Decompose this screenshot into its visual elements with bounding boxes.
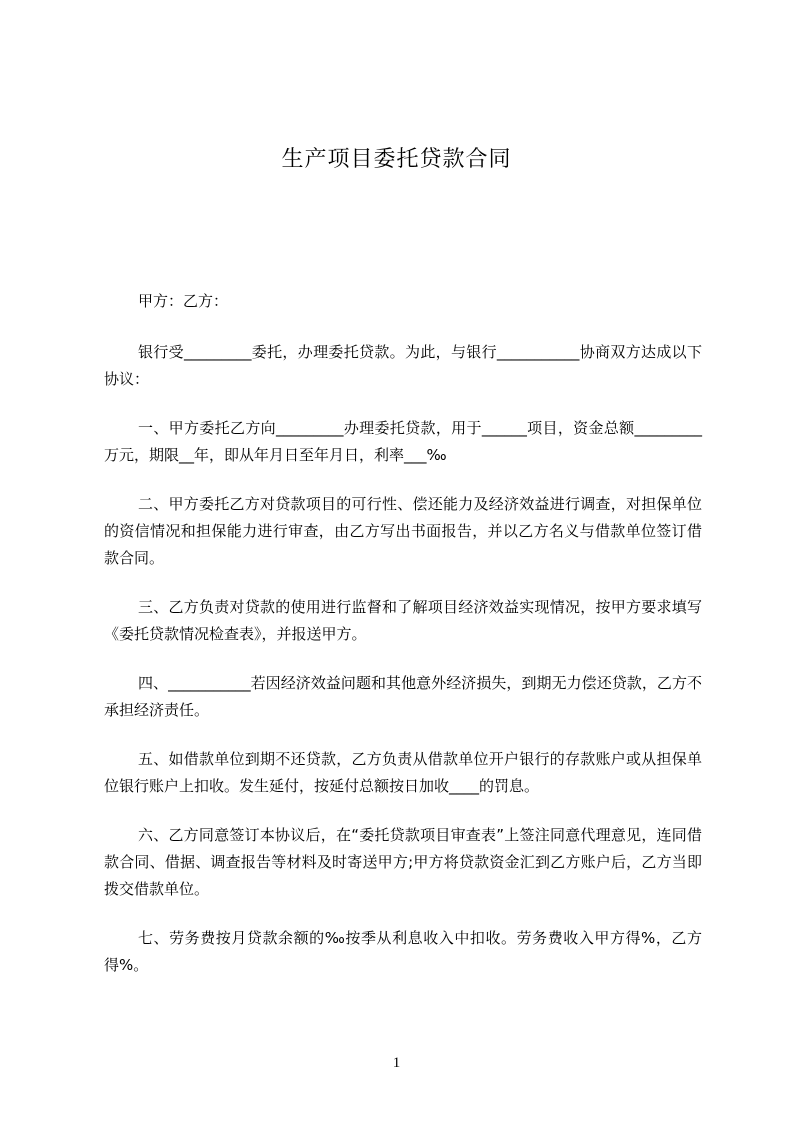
paragraph-preamble: 银行受_________委托，办理委托贷款。为此，与银行___________协商双方达成以下协议： [104, 343, 702, 388]
paragraph-clause-1: 一、甲方委托乙方向_________办理委托贷款，用于______项目，资金总额_________万元，期限__年，即从年月日至年月日，利率___‰ [104, 419, 702, 464]
paragraph-clause-6: 六、乙方同意签订本协议后，在“委托贷款项目审查表”上签注同意代理意见，连同借款合同、借据、调查报告等材料及时寄送甲方;甲方将贷款资金汇到乙方账户后，乙方当即拨交借款单位。 [104, 826, 702, 898]
paragraph-clause-5: 五、如借款单位到期不还贷款，乙方负责从借款单位开户银行的存款账户或从担保单位银行账户上扣收。发生延付，按延付总额按日加收____的罚息。 [104, 750, 702, 795]
document-body [104, 288, 702, 1001]
paragraph-clause-7: 七、劳务费按月贷款余额的‰按季从利息收入中扣收。劳务费收入甲方得%，乙方得%。 [104, 929, 702, 974]
paragraph-clause-4: 四、___________若因经济效益问题和其他意外经济损失，到期无力偿还贷款，乙方不承担经济责任。 [104, 674, 702, 719]
document-title: 生产项目委托贷款合同 [281, 147, 512, 172]
page-number: 1 [392, 1055, 401, 1071]
paragraph-clause-3: 三、乙方负责对贷款的使用进行监督和了解项目经济效益实现情况，按甲方要求填写《委托贷款情况检查表》，并报送甲方。 [104, 598, 702, 643]
parties-line: 甲方：乙方： [138, 292, 229, 310]
paragraph-clause-2: 二、甲方委托乙方对贷款项目的可行性、偿还能力及经济效益进行调查，对担保单位的资信情况和担保能力进行审查，由乙方写出书面报告，并以乙方名义与借款单位签订借款合同。 [104, 495, 702, 567]
